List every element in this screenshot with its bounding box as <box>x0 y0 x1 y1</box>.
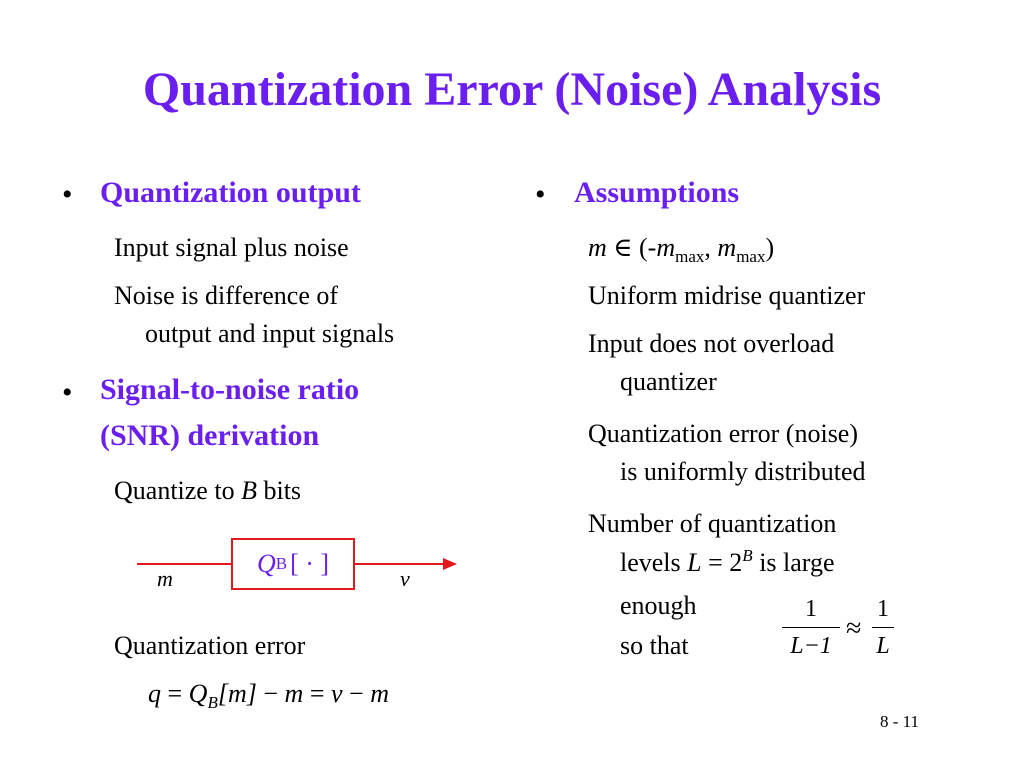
fraction-one-over-l: 1 L <box>872 594 894 661</box>
assumption-num-levels: Number of quantization <box>588 509 837 538</box>
quantizer-block: Q B [ · ] <box>231 538 355 590</box>
input-label-m: m <box>157 566 173 591</box>
bullet-heading-quantization-output: Quantization output <box>100 176 361 209</box>
slide-title: Quantization Error (Noise) Analysis <box>142 63 882 116</box>
bullet-heading-snr: Signal-to-noise ratio <box>100 373 360 406</box>
bullet-heading-snr-cont: (SNR) derivation <box>100 419 320 452</box>
output-label-v: v <box>400 566 410 591</box>
assumption-uniform-error: Quantization error (noise) <box>588 419 859 448</box>
subitem-quantize-bits: Quantize to B bits <box>114 476 302 505</box>
bullet-heading-assumptions: Assumptions <box>574 176 740 209</box>
subitem-noise-difference-cont: output and input signals <box>145 319 395 348</box>
bullet-dot: • <box>535 178 546 211</box>
quantization-error-equation: $q = Q_B[m] - m = v - m$ <box>148 679 389 712</box>
assumption-enough: enough <box>620 591 697 620</box>
subitem-input-signal: Input signal plus noise <box>114 233 349 262</box>
subitem-noise-difference: Noise is difference of <box>114 281 339 310</box>
bullet-dot: • <box>62 178 73 211</box>
bullet-dot: • <box>62 376 73 409</box>
assumption-range: m ∈ ($-m_{max}$, $m_{max}$) <box>588 233 775 266</box>
fraction-one-over-l-minus-one: 1 L−1 <box>782 594 840 661</box>
page-number: 8 - 11 <box>880 712 920 731</box>
assumption-no-overload-cont: quantizer <box>620 367 717 396</box>
subitem-quantization-error: Quantization error <box>114 631 306 660</box>
output-signal-line <box>355 563 445 565</box>
assumption-no-overload: Input does not overload <box>588 329 835 358</box>
assumption-so-that: so that <box>620 631 689 660</box>
output-arrowhead-icon <box>443 558 457 570</box>
assumption-uniform-error-cont: is uniformly distributed <box>620 457 866 486</box>
assumption-levels-equation: levels $L = 2^B$ is large <box>620 546 835 577</box>
assumption-midrise: Uniform midrise quantizer <box>588 281 866 310</box>
input-signal-line <box>137 563 231 565</box>
approx-symbol: ≈ <box>846 613 862 644</box>
